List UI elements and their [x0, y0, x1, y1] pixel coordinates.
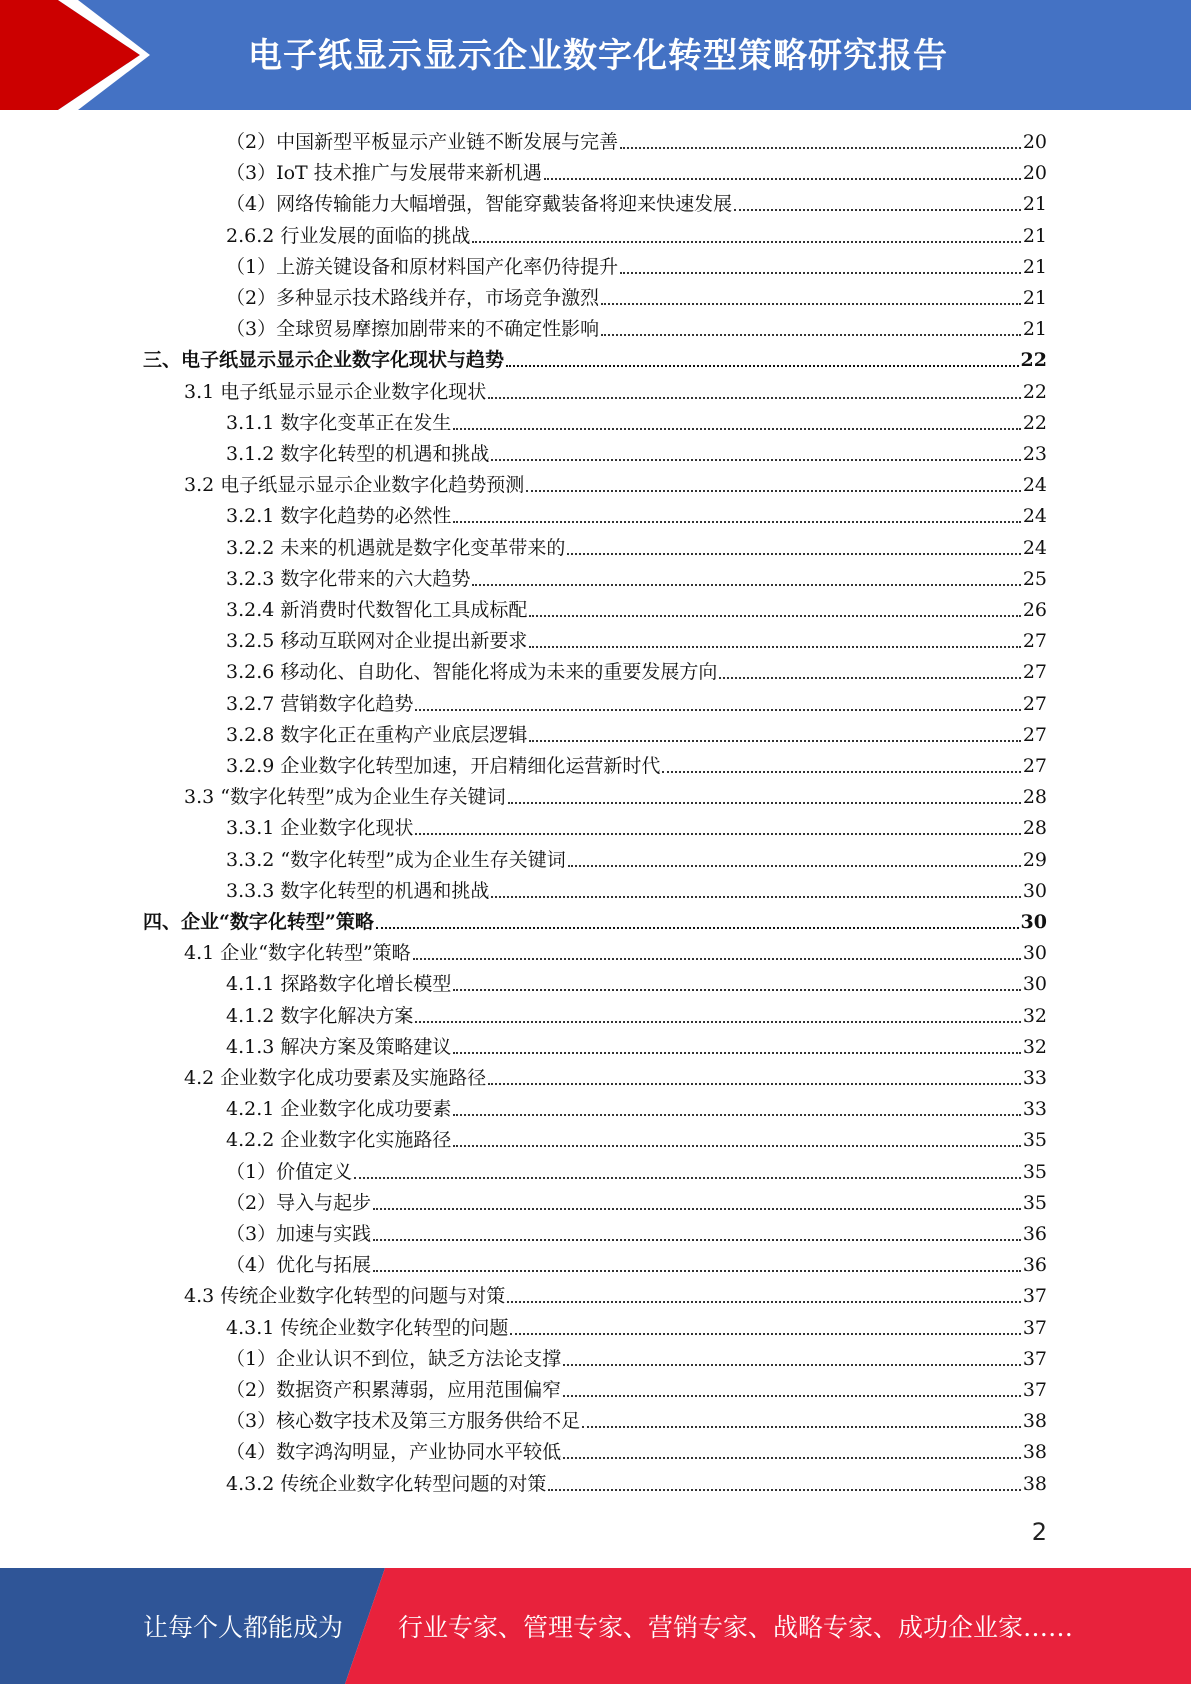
toc-entry[interactable] [226, 1437, 1047, 1468]
toc-entry-title: 4.2.2 企业数字化实施路径 [226, 1129, 452, 1152]
toc-dot-leader [472, 240, 1020, 243]
toc-entry-page: 32 [1022, 1004, 1047, 1027]
toc-entry-title: （2）数据资产积累薄弱，应用范围偏窄 [226, 1379, 562, 1401]
toc-dot-leader [620, 146, 1021, 149]
toc-entry[interactable] [226, 1094, 1047, 1125]
toc-dot-leader [453, 1051, 1020, 1054]
toc-entry-page: 37 [1022, 1285, 1047, 1308]
toc-entry-title: 3.3.3 数字化转型的机遇和挑战 [226, 879, 490, 902]
toc-entry[interactable] [184, 782, 1047, 813]
toc-entry[interactable] [226, 595, 1047, 626]
toc-entry-page: 21 [1022, 287, 1047, 309]
toc-entry-page: 22 [1020, 349, 1047, 372]
toc-entry-title: 3.2.6 移动化、自助化、智能化将成为未来的重要发展方向 [226, 661, 718, 684]
toc-entry-title: 4.1.2 数字化解决方案 [226, 1004, 414, 1027]
toc-entry-title: 3.2 电子纸显示显示企业数字化趋势预测 [184, 474, 525, 497]
toc-entry-title: （1）企业认识不到位，缺乏方法论支撑 [226, 1347, 562, 1370]
toc-entry[interactable] [226, 813, 1047, 844]
toc-entry-title: 3.3 “数字化转型”成为企业生存关键词 [184, 786, 506, 809]
toc-entry-page: 37 [1022, 1347, 1047, 1370]
toc-entry-page: 35 [1022, 1129, 1047, 1152]
toc-entry-title: （3）IoT 技术推广与发展带来新机遇 [226, 162, 542, 185]
toc-entry-page: 26 [1022, 599, 1047, 621]
toc-dot-leader [548, 1488, 1020, 1491]
toc-entry-title: （3）核心数字技术及第三方服务供给不足 [226, 1410, 581, 1433]
toc-entry-title: 3.2.1 数字化趋势的必然性 [226, 505, 452, 528]
toc-entry-page: 36 [1022, 1254, 1047, 1277]
toc-dot-leader [415, 1020, 1020, 1023]
toc-entry-page: 28 [1022, 817, 1047, 840]
toc-entry-page: 35 [1022, 1160, 1047, 1183]
toc-entry-title: 3.1.2 数字化转型的机遇和挑战 [226, 443, 490, 465]
toc-entry[interactable] [226, 189, 1047, 220]
toc-entry-page: 20 [1022, 131, 1047, 153]
footer-slogan-left: 让每个人都能成为 [143, 1613, 344, 1642]
toc-entry[interactable] [226, 314, 1047, 345]
toc-dot-leader [373, 1269, 1021, 1272]
toc-entry[interactable] [226, 1001, 1047, 1032]
toc-entry-title: 3.3.1 企业数字化现状 [226, 817, 414, 840]
toc-dot-leader [373, 1207, 1021, 1210]
toc-entry-page: 30 [1022, 879, 1047, 902]
toc-entry[interactable] [226, 1125, 1047, 1156]
toc-entry[interactable] [226, 158, 1047, 189]
toc-dot-leader [734, 208, 1021, 211]
toc-dot-leader [719, 676, 1020, 679]
toc-entry[interactable] [226, 533, 1047, 564]
toc-entry-title: 4.3.2 传统企业数字化转型问题的对策 [226, 1472, 547, 1495]
toc-entry-page: 21 [1022, 193, 1047, 216]
toc-entry-page: 21 [1022, 318, 1047, 341]
toc-entry-title: 3.2.3 数字化带来的六大趋势 [226, 567, 471, 590]
toc-entry[interactable] [226, 751, 1047, 782]
toc-entry[interactable] [184, 1063, 1047, 1094]
toc-entry-title: （1）上游关键设备和原材料国产化率仍待提升 [226, 255, 619, 278]
toc-entry[interactable] [226, 657, 1047, 688]
toc-entry-page: 35 [1022, 1191, 1047, 1214]
toc-entry[interactable] [143, 345, 1047, 376]
toc-entry-title: 4.3.1 传统企业数字化转型的问题 [226, 1316, 509, 1339]
toc-entry-page: 24 [1022, 505, 1047, 528]
toc-dot-leader [415, 832, 1020, 835]
toc-entry[interactable] [226, 221, 1047, 252]
toc-entry[interactable] [226, 626, 1047, 657]
toc-entry[interactable] [226, 501, 1047, 532]
toc-entry-page: 25 [1022, 567, 1047, 590]
toc-dot-leader [373, 1238, 1021, 1241]
toc-dot-leader [508, 801, 1021, 804]
toc-entry-page: 37 [1022, 1316, 1047, 1339]
toc-entry[interactable] [226, 1157, 1047, 1188]
toc-dot-leader [415, 708, 1020, 711]
toc-entry-page: 38 [1022, 1410, 1047, 1433]
toc-dot-leader [453, 988, 1020, 991]
toc-entry-title: 4.3 传统企业数字化转型的问题与对策 [184, 1285, 506, 1308]
toc-entry-page: 29 [1022, 848, 1047, 871]
toc-entry[interactable] [226, 1188, 1047, 1219]
toc-dot-leader [526, 489, 1021, 492]
toc-dot-leader [491, 458, 1020, 461]
toc-dot-leader [620, 271, 1021, 274]
report-title: 电子纸显示显示企业数字化转型策略研究报告 [248, 36, 948, 76]
page-footer [0, 1568, 1191, 1684]
toc-entry-page: 33 [1022, 1098, 1047, 1121]
toc-entry[interactable] [226, 564, 1047, 595]
page-number: 2 [1031, 1518, 1047, 1546]
toc-dot-leader [506, 364, 1019, 367]
toc-dot-leader [568, 864, 1021, 867]
toc-dot-leader [601, 333, 1021, 336]
toc-dot-leader [453, 1144, 1020, 1147]
toc-entry-page: 27 [1022, 755, 1047, 777]
toc-entry-title: 3.2.9 企业数字化转型加速，开启精细化运营新时代 [226, 755, 661, 777]
toc-dot-leader [529, 645, 1020, 648]
toc-entry-title: 3.2.7 营销数字化趋势 [226, 692, 414, 715]
toc-entry[interactable] [226, 876, 1047, 907]
toc-dot-leader [491, 895, 1020, 898]
toc-dot-leader [488, 1082, 1021, 1085]
toc-dot-leader [567, 552, 1020, 555]
toc-entry-title: （4）优化与拓展 [226, 1254, 372, 1277]
toc-entry[interactable] [226, 1469, 1047, 1500]
toc-entry-title: 4.1.3 解决方案及策略建议 [226, 1035, 452, 1058]
toc-dot-leader [582, 1425, 1021, 1428]
toc-entry[interactable] [226, 1250, 1047, 1281]
toc-entry-title: （2）导入与起步 [226, 1191, 372, 1214]
toc-entry-title: 三、电子纸显示显示企业数字化现状与趋势 [143, 349, 505, 372]
toc-dot-leader [529, 739, 1020, 742]
toc-dot-leader [529, 614, 1020, 617]
toc-entry-title: （1）价值定义 [226, 1160, 353, 1183]
toc-entry-title: 2.6.2 行业发展的面临的挑战 [226, 224, 471, 247]
toc-entry-title: 3.1 电子纸显示显示企业数字化现状 [184, 380, 487, 403]
toc-entry-title: 4.1.1 探路数字化增长模型 [226, 973, 452, 996]
toc-dot-leader [488, 396, 1021, 399]
toc-entry-title: 3.1.1 数字化变革正在发生 [226, 411, 452, 434]
toc-entry-title: （2）中国新型平板显示产业链不断发展与完善 [226, 131, 619, 153]
toc-entry[interactable] [226, 720, 1047, 751]
toc-entry-title: 3.2.5 移动互联网对企业提出新要求 [226, 630, 528, 653]
toc-dot-leader [601, 302, 1021, 305]
toc-dot-leader [453, 427, 1020, 430]
toc-entry-page: 38 [1022, 1472, 1047, 1495]
toc-entry[interactable] [184, 377, 1047, 408]
toc-entry-page: 27 [1022, 692, 1047, 715]
toc-entry-title: 3.2.4 新消费时代数智化工具成标配 [226, 599, 528, 621]
toc-entry-page: 27 [1022, 661, 1047, 684]
toc-entry-page: 37 [1022, 1379, 1047, 1401]
toc-entry[interactable] [226, 283, 1047, 314]
toc-entry-page: 30 [1020, 911, 1047, 933]
toc-dot-leader [507, 1300, 1021, 1303]
toc-entry-page: 24 [1022, 536, 1047, 559]
toc-entry-title: 4.1 企业“数字化转型”策略 [184, 942, 411, 965]
toc-entry-title: （3）全球贸易摩擦加剧带来的不确定性影响 [226, 318, 600, 341]
toc-entry-title: 4.2.1 企业数字化成功要素 [226, 1098, 452, 1121]
toc-entry-page: 30 [1022, 942, 1047, 965]
toc-dot-leader [354, 1176, 1021, 1179]
toc-entry-title: 3.2.8 数字化正在重构产业底层逻辑 [226, 723, 528, 746]
toc-entry-page: 30 [1022, 973, 1047, 996]
toc-dot-leader [453, 1113, 1020, 1116]
toc-entry-title: 四、企业“数字化转型”策略 [143, 911, 374, 933]
toc-entry-page: 27 [1022, 630, 1047, 653]
toc-entry-page: 21 [1022, 255, 1047, 278]
toc-entry-page: 21 [1022, 224, 1047, 247]
toc-entry[interactable] [226, 845, 1047, 876]
toc-dot-leader [544, 177, 1021, 180]
footer-slogan-right: 行业专家、管理专家、营销专家、战略专家、成功企业家…… [398, 1613, 1074, 1642]
toc-entry[interactable] [226, 127, 1047, 158]
toc-entry-title: （4）数字鸿沟明显，产业协同水平较低 [226, 1441, 562, 1464]
toc-dot-leader [376, 926, 1019, 929]
toc-entry-title: 3.2.2 未来的机遇就是数字化变革带来的 [226, 536, 566, 559]
toc-entry-page: 20 [1022, 162, 1047, 185]
page-header [0, 0, 1191, 110]
toc-entry[interactable] [226, 439, 1047, 470]
toc-entry-title: 4.2 企业数字化成功要素及实施路径 [184, 1067, 487, 1089]
toc-dot-leader [662, 770, 1020, 773]
toc-entry[interactable] [226, 1313, 1047, 1344]
toc-entry[interactable] [226, 1375, 1047, 1406]
toc-entry[interactable] [143, 907, 1047, 938]
toc-dot-leader [563, 1456, 1021, 1459]
toc-entry[interactable] [226, 1344, 1047, 1375]
toc-dot-leader [413, 957, 1021, 960]
toc-entry-title: （3）加速与实践 [226, 1223, 372, 1245]
toc-entry-page: 24 [1022, 474, 1047, 497]
toc-entry[interactable] [226, 1406, 1047, 1437]
toc-entry-page: 23 [1022, 443, 1047, 465]
toc-entry[interactable] [184, 1281, 1047, 1312]
toc-entry-title: （4）网络传输能力大幅增强，智能穿戴装备将迎来快速发展 [226, 193, 733, 216]
toc-dot-leader [563, 1363, 1021, 1366]
toc-entry[interactable] [184, 938, 1047, 969]
toc-dot-leader [563, 1394, 1021, 1397]
toc-dot-leader [453, 520, 1020, 523]
toc-entry-page: 28 [1022, 786, 1047, 809]
toc-entry[interactable] [226, 969, 1047, 1000]
toc-entry-page: 36 [1022, 1223, 1047, 1245]
toc-entry[interactable] [184, 470, 1047, 501]
toc-entry[interactable] [226, 1032, 1047, 1063]
toc-dot-leader [510, 1332, 1020, 1335]
toc-entry[interactable] [226, 408, 1047, 439]
toc-entry[interactable] [226, 689, 1047, 720]
toc-entry-page: 32 [1022, 1035, 1047, 1058]
toc-entry[interactable] [226, 252, 1047, 283]
toc-entry-page: 33 [1022, 1067, 1047, 1089]
toc-entry[interactable] [226, 1219, 1047, 1250]
toc-dot-leader [472, 583, 1020, 586]
toc-entry-page: 22 [1022, 380, 1047, 403]
toc-entry-title: （2）多种显示技术路线并存，市场竞争激烈 [226, 287, 600, 309]
toc-entry-page: 38 [1022, 1441, 1047, 1464]
toc-entry-page: 27 [1022, 723, 1047, 746]
toc-entry-title: 3.3.2 “数字化转型”成为企业生存关键词 [226, 848, 566, 871]
toc-entry-page: 22 [1022, 411, 1047, 434]
